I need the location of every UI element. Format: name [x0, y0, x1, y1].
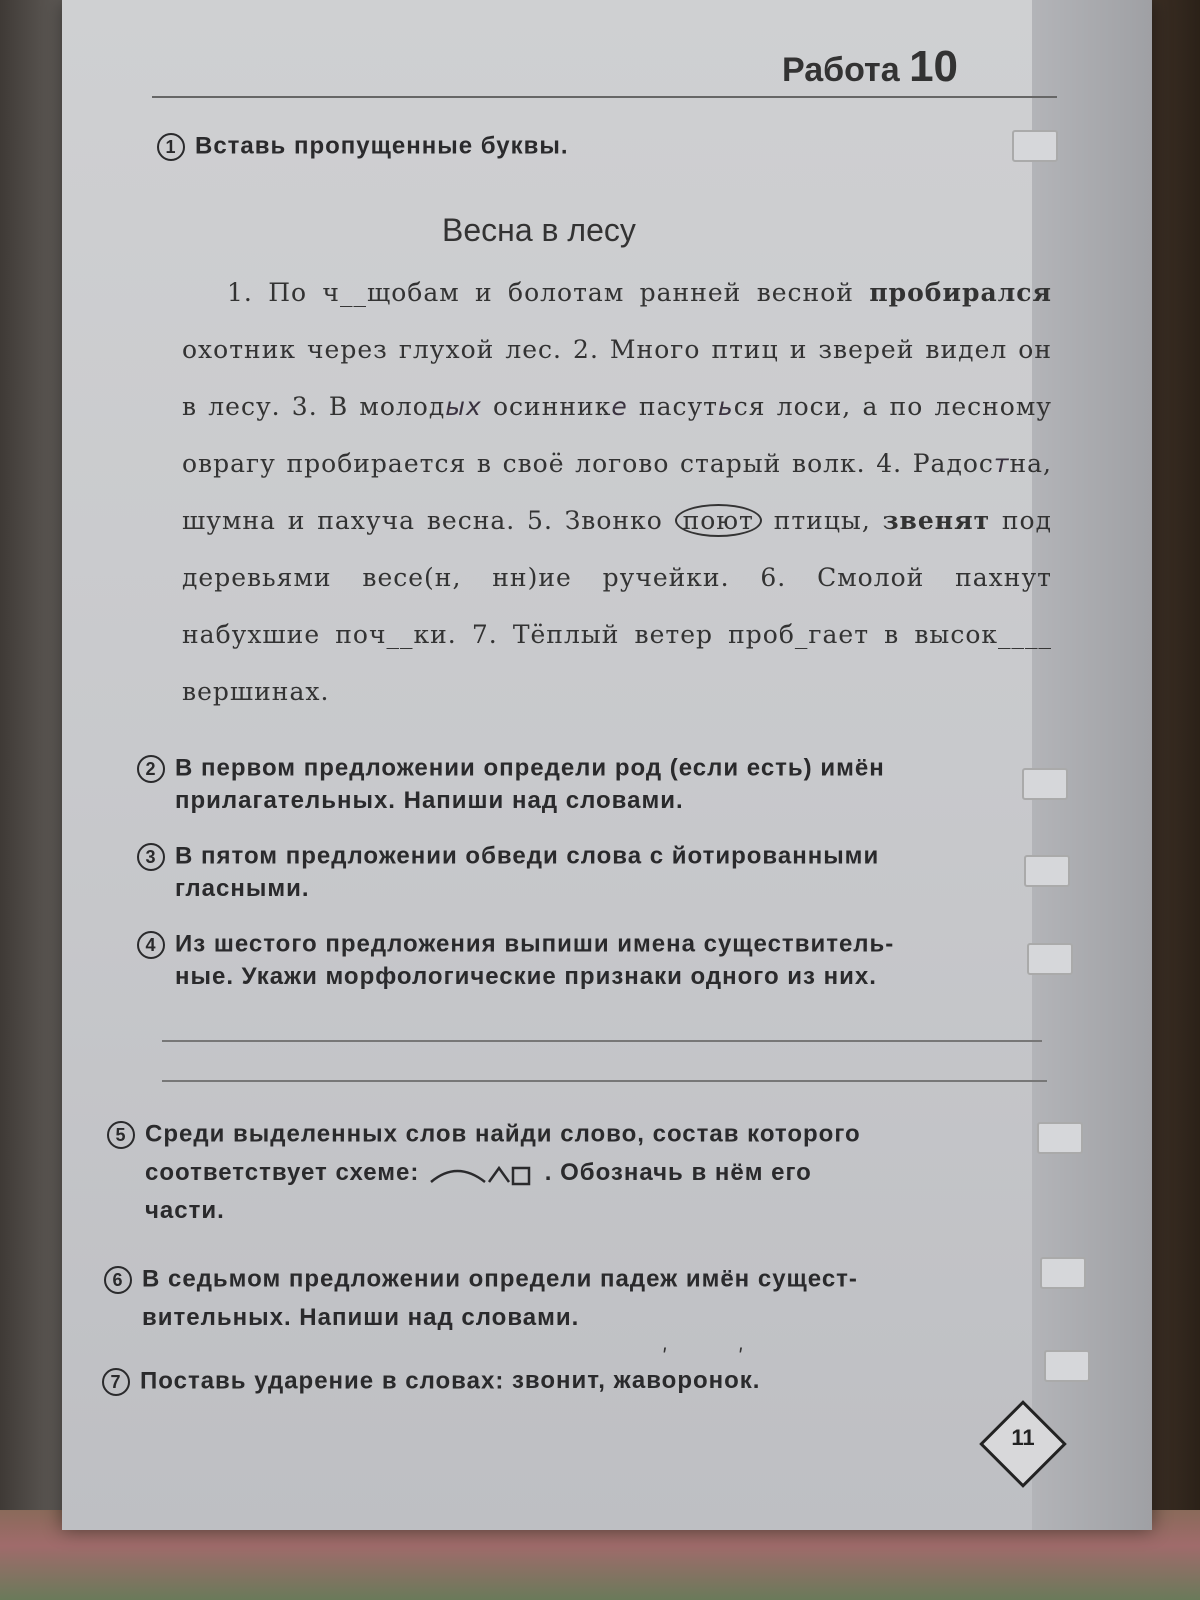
task-number: 1: [157, 133, 185, 161]
page-title: [782, 42, 958, 92]
story-fragment: гает в высок: [808, 620, 998, 649]
story-fragment: щобам и болотам ранней весной: [366, 278, 854, 307]
task-text: Вставь пропущенные буквы.: [195, 132, 569, 160]
stress-word-2: жаворонок.: [613, 1367, 761, 1394]
title-word: Работа: [782, 51, 900, 89]
task-text-line1: В пятом предложении обведи слова с йотированными: [175, 842, 880, 870]
story-fragment: пасут: [638, 392, 719, 421]
task-number: 6: [104, 1266, 132, 1294]
score-box-2[interactable]: [1022, 768, 1068, 800]
circled-word: поют: [675, 504, 762, 537]
stress-word-1: звонит,: [511, 1367, 606, 1394]
score-box-3[interactable]: [1024, 855, 1070, 887]
task-text-line2: гласными.: [175, 874, 310, 902]
story-fragment: птицы,: [773, 506, 871, 535]
score-box-4[interactable]: [1027, 943, 1073, 975]
task-text-line1: Из шестого предложения выпиши имена существитель-: [175, 930, 895, 958]
blank[interactable]: __: [339, 278, 367, 307]
task-number: 3: [137, 843, 165, 871]
blank[interactable]: _: [794, 620, 809, 649]
header-divider: [152, 96, 1057, 98]
blank[interactable]: ____: [998, 620, 1052, 649]
task-text-line2b: . Обозначь в нём его: [544, 1158, 812, 1186]
handwritten-letter: ых: [445, 392, 482, 421]
bold-word: звенят: [882, 506, 991, 535]
stress-mark-icon: ʹ: [738, 1345, 744, 1369]
morpheme-scheme-icon: [427, 1158, 537, 1188]
story-fragment: 1. По ч: [227, 278, 340, 307]
story-fragment: на, шумна и пахуча весна. 5. Звонко: [182, 449, 1052, 535]
story-fragment: ся лоси, а по лесному оврагу пробирается в своё логово старый волк. 4. Радос: [182, 392, 1053, 478]
story-fragment: под деревьями весе(н, нн)ие ручейки. 6. Смолой пахнут набухшие поч: [182, 506, 1052, 649]
score-box-7[interactable]: [1044, 1350, 1090, 1382]
score-box-5[interactable]: [1037, 1122, 1083, 1154]
handwritten-letter: ь: [718, 392, 734, 421]
page-number: 11: [1011, 1425, 1035, 1450]
task-number: 7: [102, 1368, 130, 1396]
task-text-line2a: соответствует схеме:: [145, 1158, 420, 1186]
task-text-line1: Среди выделенных слов найди слово, состав которого: [145, 1120, 861, 1148]
story-text: [182, 264, 1052, 720]
task-text: Поставь ударение в словах:: [140, 1367, 505, 1395]
task-number: 2: [137, 755, 165, 783]
stress-mark-icon: ʹ: [662, 1345, 668, 1369]
task-2: [137, 752, 885, 817]
task-text-line1: В первом предложении определи род (если есть) имён: [175, 754, 885, 782]
task-text-line2: ные. Укажи морфологические признаки одного из них.: [175, 962, 877, 990]
story-fragment: ки. 7. Тёплый ветер проб: [413, 620, 795, 649]
story-title: Весна в лесу: [442, 212, 636, 248]
workbook-page: [62, 0, 1152, 1530]
task-6: [104, 1260, 858, 1337]
task-5: [107, 1115, 861, 1230]
score-box-1[interactable]: [1012, 130, 1058, 162]
story-fragment: охотник через глухой лес. 2. Много птиц и зверей видел он в лесу. 3. В молод: [182, 335, 1052, 421]
page-content: [62, 0, 1152, 1530]
task-number: 4: [137, 931, 165, 959]
task-7: [102, 1365, 760, 1398]
bold-word: пробирался: [869, 278, 1052, 307]
task-text-line3: части.: [145, 1196, 225, 1224]
answer-line-2[interactable]: [162, 1080, 1047, 1082]
task-number: 5: [107, 1121, 135, 1149]
task-3: [137, 840, 879, 905]
title-number: 10: [909, 42, 959, 91]
task-text-line1: В седьмом предложении определи падеж имён сущест-: [142, 1265, 858, 1293]
task-text-line2: вительных. Напиши над словами.: [142, 1303, 580, 1331]
story-fragment: осинник: [492, 392, 612, 421]
answer-line-1[interactable]: [162, 1040, 1042, 1042]
task-1: [157, 130, 569, 163]
handwritten-letter: е: [611, 392, 628, 421]
task-text-line2: прилагательных. Напиши над словами.: [175, 786, 684, 814]
score-box-6[interactable]: [1040, 1257, 1086, 1289]
blank[interactable]: __: [386, 620, 414, 649]
handwritten-letter: т: [993, 449, 1010, 478]
task-4: [137, 928, 894, 993]
story-fragment: вершинах.: [182, 677, 330, 706]
